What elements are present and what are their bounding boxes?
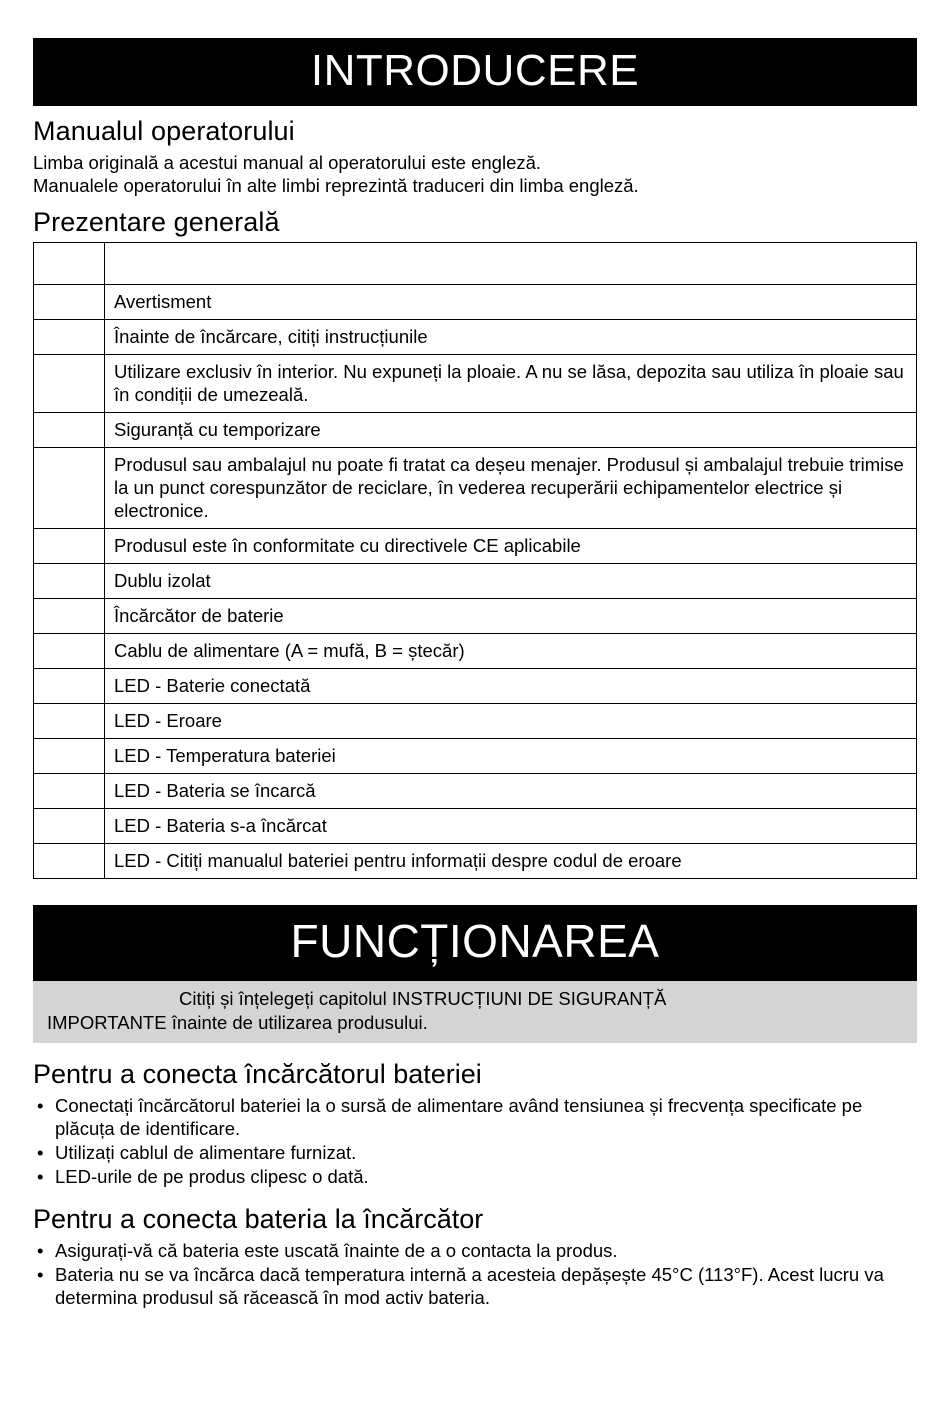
symbol-cell	[34, 564, 105, 599]
section-banner-functionarea: FUNCȚIONAREA	[33, 905, 917, 981]
section-banner-introducere: INTRODUCERE	[33, 38, 917, 106]
symbol-cell	[34, 529, 105, 564]
overview-cell-text	[105, 243, 917, 285]
overview-cell-text: LED - Bateria se încarcă	[105, 774, 917, 809]
overview-cell-text: Încărcător de baterie	[105, 599, 917, 634]
overview-cell-text: LED - Citiți manualul bateriei pentru informații despre codul de eroare	[105, 844, 917, 879]
list-item: • Conectați încărcătorul bateriei la o sursă de alimentare având tensiunea și frecvența specificate pe plăcuța de identificare.	[33, 1094, 917, 1140]
table-row	[34, 704, 917, 739]
table-row	[34, 739, 917, 774]
table-row	[34, 634, 917, 669]
table-row	[34, 320, 917, 355]
bullet-list-conectare-incarcator	[33, 1094, 917, 1188]
overview-cell-text: Dublu izolat	[105, 564, 917, 599]
list-item: • LED-urile de pe produs clipesc o dată.	[33, 1165, 917, 1188]
heading-conectare-incarcator: Pentru a conecta încărcătorul bateriei	[33, 1059, 482, 1089]
list-item: • Bateria nu se va încărca dacă temperatura internă a acesteia depășește 45°C (113°F). Acest lucru va determina produsul să răcească în mod activ bateria.	[33, 1263, 917, 1309]
symbol-cell	[34, 355, 105, 413]
table-row	[34, 669, 917, 704]
manual-line-2: Manualele operatorului în alte limbi reprezintă traduceri din limba engleză.	[33, 175, 639, 196]
symbol-cell	[34, 243, 105, 285]
table-row	[34, 355, 917, 413]
safety-notice-line-1: Citiți și înțelegeți capitolul INSTRUCȚIUNI DE SIGURANȚĂ	[179, 988, 667, 1009]
table-row	[34, 448, 917, 529]
heading-manualul-operatorului: Manualul operatorului	[33, 116, 295, 146]
manual-line-1: Limba originală a acestui manual al operatorului este engleză.	[33, 152, 542, 173]
heading-prezentare-generala: Prezentare generală	[33, 207, 280, 237]
overview-cell-text: LED - Eroare	[105, 704, 917, 739]
table-row	[34, 774, 917, 809]
table-row	[34, 529, 917, 564]
overview-cell-text: Înainte de încărcare, citiți instrucțiunile	[105, 320, 917, 355]
symbol-cell	[34, 809, 105, 844]
overview-cell-text: LED - Bateria s-a încărcat	[105, 809, 917, 844]
symbol-cell	[34, 669, 105, 704]
table-row	[34, 413, 917, 448]
heading-conectare-baterie: Pentru a conecta bateria la încărcător	[33, 1204, 484, 1234]
symbol-cell	[34, 634, 105, 669]
symbol-cell	[34, 739, 105, 774]
table-row	[34, 243, 917, 285]
overview-cell-text: Avertisment	[105, 285, 917, 320]
symbol-cell	[34, 599, 105, 634]
overview-cell-text: Siguranță cu temporizare	[105, 413, 917, 448]
symbol-placeholder-icon	[35, 244, 103, 283]
overview-cell-text: Produsul este în conformitate cu directivele CE aplicabile	[105, 529, 917, 564]
table-row	[34, 599, 917, 634]
symbol-cell	[34, 413, 105, 448]
list-item: • Asigurați-vă că bateria este uscată înainte de a o contacta la produs.	[33, 1239, 917, 1262]
document-page	[0, 38, 950, 1407]
symbol-cell	[34, 844, 105, 879]
bullet-list-conectare-baterie	[33, 1239, 917, 1309]
table-row	[34, 844, 917, 879]
symbol-cell	[34, 320, 105, 355]
overview-cell-text: Cablu de alimentare (A = mufă, B = ștecăr)	[105, 634, 917, 669]
safety-notice-line-2: IMPORTANTE înainte de utilizarea produsului.	[47, 1012, 428, 1033]
symbol-cell	[34, 774, 105, 809]
table-row	[34, 564, 917, 599]
safety-notice	[33, 981, 917, 1043]
table-row	[34, 285, 917, 320]
symbol-cell	[34, 285, 105, 320]
overview-cell-text: LED - Temperatura bateriei	[105, 739, 917, 774]
overview-cell-text: Utilizare exclusiv în interior. Nu expuneți la ploaie. A nu se lăsa, depozita sau utiliza în ploaie sau în condiții de umezeală.	[105, 355, 917, 413]
overview-cell-text: Produsul sau ambalajul nu poate fi tratat ca deșeu menajer. Produsul și ambalajul trebuie trimise la un punct corespunzător de reciclare, în vederea recuperării echipamentelor electrice și electronice.	[105, 448, 917, 529]
table-row	[34, 809, 917, 844]
symbol-cell	[34, 448, 105, 529]
overview-table	[33, 242, 917, 879]
overview-cell-text: LED - Baterie conectată	[105, 669, 917, 704]
list-item: • Utilizați cablul de alimentare furnizat.	[33, 1141, 917, 1164]
symbol-cell	[34, 704, 105, 739]
